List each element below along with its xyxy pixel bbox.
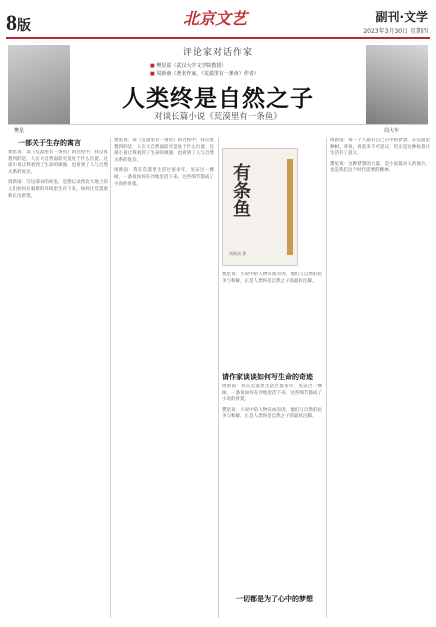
- article-subheadline: 对谈长篇小说《荒漠里有一条鱼》: [154, 112, 282, 122]
- article-column: [114, 138, 214, 618]
- paragraph: 周新南：我在荒漠里生活过很多年，见证过一棵树、一条鱼如何在沙地里活下来。这些细节都成了小说的骨架。: [222, 384, 322, 403]
- column-divider: [110, 138, 111, 618]
- paragraph: 周新南：写这部书的初衷，是想记录西北大地上的人们如何在艰难的环境里生存下来，如何让荒漠重新长出希望。: [8, 180, 108, 199]
- column-label: 评论家对话作家: [182, 48, 253, 58]
- section-name: 副刊·文学: [375, 10, 428, 24]
- newspaper-logo: 北京文艺: [182, 9, 247, 28]
- paragraph: 樊星说：读《荒漠里有一条鱼》的过程中，我反复想到的是，人在大自然面前究竟处于什么位置。这部小说让我看到了生命的顽强，也看到了人与自然关系的复杂。: [114, 138, 214, 163]
- page-header: [0, 0, 436, 40]
- column-divider: [218, 138, 219, 618]
- paragraph: 樊星说：这种梦想的力量，是小说最动人的地方，也是我们这个时代需要的精神。: [330, 161, 430, 174]
- book-cover-image: [222, 148, 298, 266]
- book-cover-title-text: 有条鱼: [230, 163, 251, 217]
- article-column: [330, 138, 430, 618]
- article-headline: 人类终是自然之子: [122, 86, 314, 112]
- book-cover-author: 周新南 著: [229, 251, 247, 256]
- header-divider: [6, 37, 430, 39]
- section-title: 一部关于生存的寓言: [18, 139, 81, 147]
- article-column: [222, 272, 322, 368]
- paragraph: 周新南：每一个人都有自己心中的梦想，在荒漠里种树、养鱼，看起来不可思议，但正是这种执着让生活有了意义。: [330, 138, 430, 157]
- paragraph: 樊星说：读《荒漠里有一条鱼》的过程中，我反复想到的是，人在大自然面前究竟处于什么位置。这部小说让我看到了生命的顽强，也看到了人与自然关系的复杂。: [8, 150, 108, 175]
- column-divider: [326, 138, 327, 618]
- section-title: 一切都是为了心中的梦想: [236, 595, 313, 603]
- book-spine: [287, 159, 293, 255]
- page-unit: 版: [17, 19, 31, 34]
- section-divider: [8, 124, 428, 125]
- paragraph: 樊星说：小说中的人物有血有肉，他们与自然的抗争与和解，正是人类终是自然之子的最好注脚。: [222, 407, 322, 420]
- guest-item: ■ 樊星说（武汉大学文学院教授）: [150, 62, 310, 70]
- article-column: [8, 150, 108, 618]
- paragraph: 周新南：我在荒漠里生活过很多年，见证过一棵树、一条鱼如何在沙地里活下来。这些细节都成了小说的骨架。: [114, 168, 214, 187]
- guest-list: [150, 62, 310, 78]
- book-cover-title: [229, 163, 251, 223]
- page-number: [6, 10, 31, 36]
- article-column: [222, 384, 322, 584]
- paragraph: 樊星说：小说中的人物有血有肉，他们与自然的抗争与和解，正是人类终是自然之子的最好注脚。: [222, 272, 322, 284]
- page-number-value: 8: [6, 10, 17, 35]
- portrait-caption-left: 樊星: [14, 128, 25, 134]
- portrait-caption-right: 周大年: [384, 128, 400, 134]
- dateline: 2023年3月30日 星期四: [363, 28, 428, 35]
- guest-item: ■ 周新南（著名作家，《荒漠里有一条鱼》作者）: [150, 70, 310, 78]
- section-title: 请作家谈谈如何写生命的奇迹: [222, 373, 313, 381]
